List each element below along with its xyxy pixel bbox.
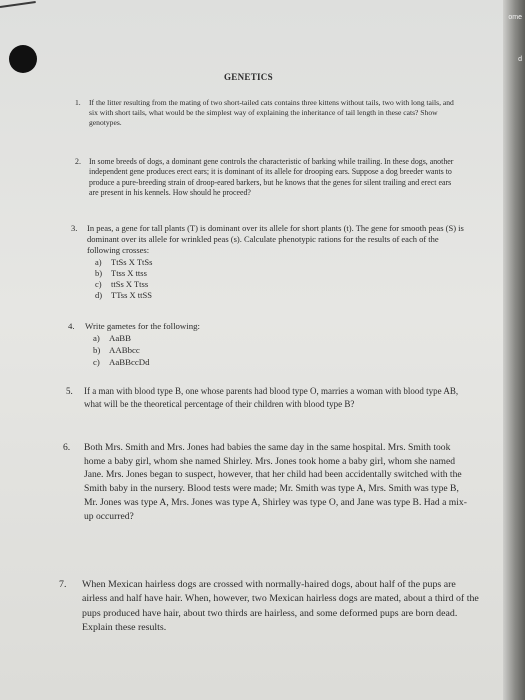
- question-number: 3.: [71, 223, 78, 233]
- question-number: 1.: [75, 98, 81, 107]
- list-item: [93, 332, 418, 344]
- item-label: a): [95, 256, 102, 267]
- question-6: [63, 441, 473, 523]
- question-2: [75, 157, 460, 199]
- page-title: GENETICS: [224, 72, 273, 82]
- edge-text-second: d: [518, 56, 522, 63]
- question-text: Both Mrs. Smith and Mrs. Jones had babies the same day in the same hospital. Mrs. Smith took home a baby girl, whom she named Shirley. Mrs. Jones took home a baby girl, whom she named Jane. Mrs. Jones began to suspect, however, that her child had been accidentally switched with the Smith baby in the nursery. Blood tests were made; Mr. Smith was type A, Mrs. Smith was type B, Mr. Jones was type A, Mrs. Jones was type A, Shirley was type O, and Jane was type B. Had a mix-up occurred?: [84, 442, 467, 522]
- item-text: TtSs X TtSs: [111, 256, 153, 267]
- item-label: d): [95, 290, 103, 301]
- item-text: Ttss X ttss: [111, 267, 147, 278]
- question-4: [68, 320, 418, 368]
- question-text: In peas, a gene for tall plants (T) is dominant over its allele for short plants (t). The gene for smooth peas (S) is dominant over its allele for wrinkled peas (s). Calculate phenotypic rations for the results of each of the following crosses:: [87, 223, 464, 256]
- question-number: 6.: [63, 442, 71, 453]
- question-3: [71, 223, 466, 301]
- question-text: If the litter resulting from the mating of two short-tailed cats contains three kittens without tails, two with long tails, and six with short tails, what would be the simplest way of explaining the inheritance of tail length in these cats? Show genotypes.: [89, 98, 454, 127]
- item-label: a): [93, 333, 100, 343]
- gamete-list: [93, 332, 418, 368]
- question-number: 5.: [66, 386, 73, 396]
- list-item: [93, 356, 418, 368]
- question-text: Write gametes for the following:: [85, 321, 200, 331]
- adjacent-page-edge: [503, 0, 525, 700]
- list-item: [95, 257, 466, 268]
- item-text: AABbcc: [109, 345, 140, 355]
- question-number: 2.: [75, 157, 81, 166]
- cross-list: [95, 257, 466, 302]
- item-text: TTss X ttSS: [111, 290, 152, 301]
- list-item: [93, 344, 418, 356]
- edge-text-top: ome: [508, 14, 522, 21]
- pen-mark: [0, 1, 36, 8]
- item-label: c): [93, 357, 100, 367]
- question-text: In some breeds of dogs, a dominant gene controls the characteristic of barking while trailing. In these dogs, another independent gene produces erect ears; it is dominant of its allele for drooping ears. Suppose a dog breeder wants to produce a pure-breeding strain of droop-eared barkers, but he knows that the genes for silent trailing and erect ears are present in his kennels. How should he proceed?: [89, 157, 454, 198]
- question-1: [75, 98, 455, 128]
- item-text: AaBB: [109, 333, 131, 343]
- list-item: [95, 290, 466, 301]
- question-text: When Mexican hairless dogs are crossed with normally-haired dogs, about half of the pups are airless and half have hair. When, however, two Mexican hairless dogs are mated, about a third of the pups produced have hair, about two thirds are hairless, and some deformed pups are born dead. Explain these results.: [82, 579, 479, 634]
- question-number: 7.: [59, 579, 67, 590]
- question-5: [66, 385, 466, 410]
- question-text: If a man with blood type B, one whose parents had blood type O, marries a woman with blood type AB, what will be the theoretical percentage of their children with blood type B?: [84, 386, 459, 409]
- question-number: 4.: [68, 321, 75, 331]
- item-text: ttSs X Ttss: [111, 279, 149, 290]
- item-label: b): [95, 267, 103, 278]
- item-label: b): [93, 345, 101, 355]
- item-label: c): [95, 279, 102, 290]
- list-item: [95, 279, 466, 290]
- punch-hole: [9, 45, 37, 73]
- item-text: AaBBccDd: [109, 357, 150, 367]
- question-7: [59, 578, 479, 636]
- list-item: [95, 268, 466, 279]
